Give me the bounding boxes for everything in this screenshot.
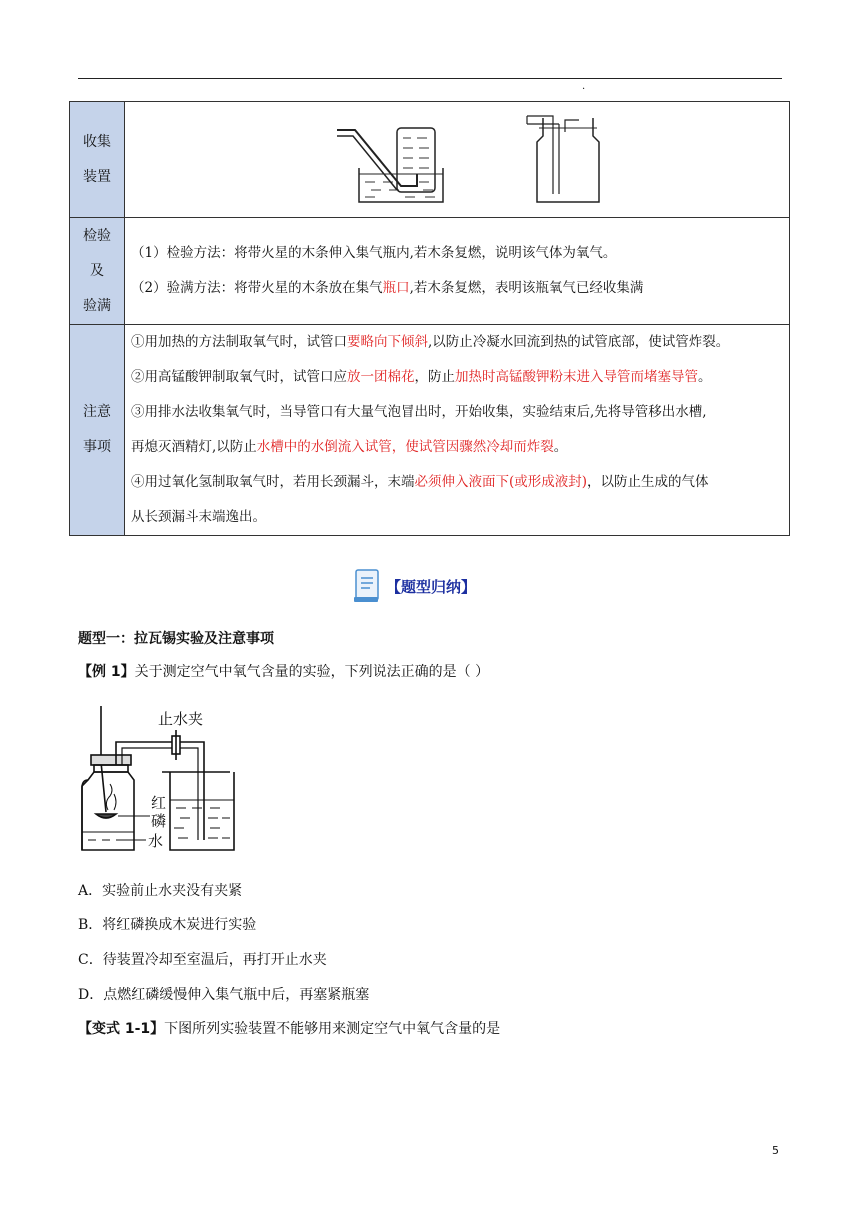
notebook-icon (352, 567, 382, 605)
collect-row (70, 102, 790, 218)
note-4-line-2: 从长颈漏斗末端逸出。 (131, 509, 266, 525)
header-dot: . (582, 81, 586, 92)
notes-header: 注意 事项 (70, 325, 125, 536)
header-rule (78, 78, 782, 79)
check-method-text: （1）检验方法：将带火星的木条伸入集气瓶内,若木条复燃，说明该气体为氧气。 (131, 245, 617, 261)
check-row (70, 218, 790, 325)
option-a: A．实验前止水夹没有夹紧 (78, 883, 243, 899)
page-number: 5 (772, 1144, 779, 1157)
collect-header: 收集 装置 (70, 102, 125, 218)
option-d: D．点燃红磷缓慢伸入集气瓶中后，再塞紧瓶塞 (78, 987, 370, 1003)
example-1-question: 【例 1】关于测定空气中氧气含量的实验，下列说法正确的是（ ） (78, 664, 490, 680)
red-phosphorus-label-char-2: 磷 (151, 812, 167, 830)
check-header: 检验 及 验满 (70, 218, 125, 325)
notes-row (70, 325, 790, 536)
option-c: C．待装置冷却至室温后，再打开止水夹 (78, 952, 327, 968)
variant-1-1-question: 【变式 1-1】下图所列实验装置不能够用来测定空气中氧气含量的是 (78, 1021, 501, 1037)
upward-air-displacement-bottle (527, 116, 599, 202)
note-1: ①用加热的方法制取氧气时，试管口要略向下倾斜,以防止冷凝水回流到热的试管底部，使试管炸裂。 (131, 334, 730, 350)
water-displacement-apparatus (337, 128, 443, 202)
note-3-line-2: 再熄灭酒精灯,以防止水槽中的水倒流入试管，使试管因骤然冷却而炸裂。 (131, 439, 568, 455)
note-2: ②用高锰酸钾制取氧气时，试管口应放一团棉花，防止加热时高锰酸钾粉末进入导管而堵塞导管。 (131, 369, 712, 385)
section-heading-text: 【题型归纳】 (386, 577, 477, 596)
section-heading (352, 566, 476, 606)
note-4-line-1: ④用过氧化氢制取氧气时，若用长颈漏斗，末端必须伸入液面下(或形成液封)，以防止生成的气体 (131, 474, 709, 490)
collection-apparatus-figure (125, 102, 789, 213)
water-label: 水 (148, 832, 164, 850)
collect-figure-cell (125, 102, 790, 218)
notes-content (125, 325, 790, 536)
clamp-label: 止水夹 (158, 710, 204, 728)
full-check-method-text: （2）验满方法：将带火星的木条放在集气瓶口,若木条复燃，表明该瓶氧气已经收集满 (131, 280, 644, 296)
oxygen-summary-table (69, 101, 790, 536)
red-phosphorus-label-char-1: 红 (151, 794, 167, 812)
option-b: B．将红磷换成木炭进行实验 (78, 917, 257, 933)
oxygen-measurement-apparatus-figure (76, 700, 246, 858)
note-3-line-1: ③用排水法收集氧气时，当导管口有大量气泡冒出时，开始收集，实验结束后,先将导管移出水槽, (131, 404, 707, 420)
question-type-title: 题型一：拉瓦锡实验及注意事项 (78, 631, 274, 647)
check-content (125, 218, 790, 325)
